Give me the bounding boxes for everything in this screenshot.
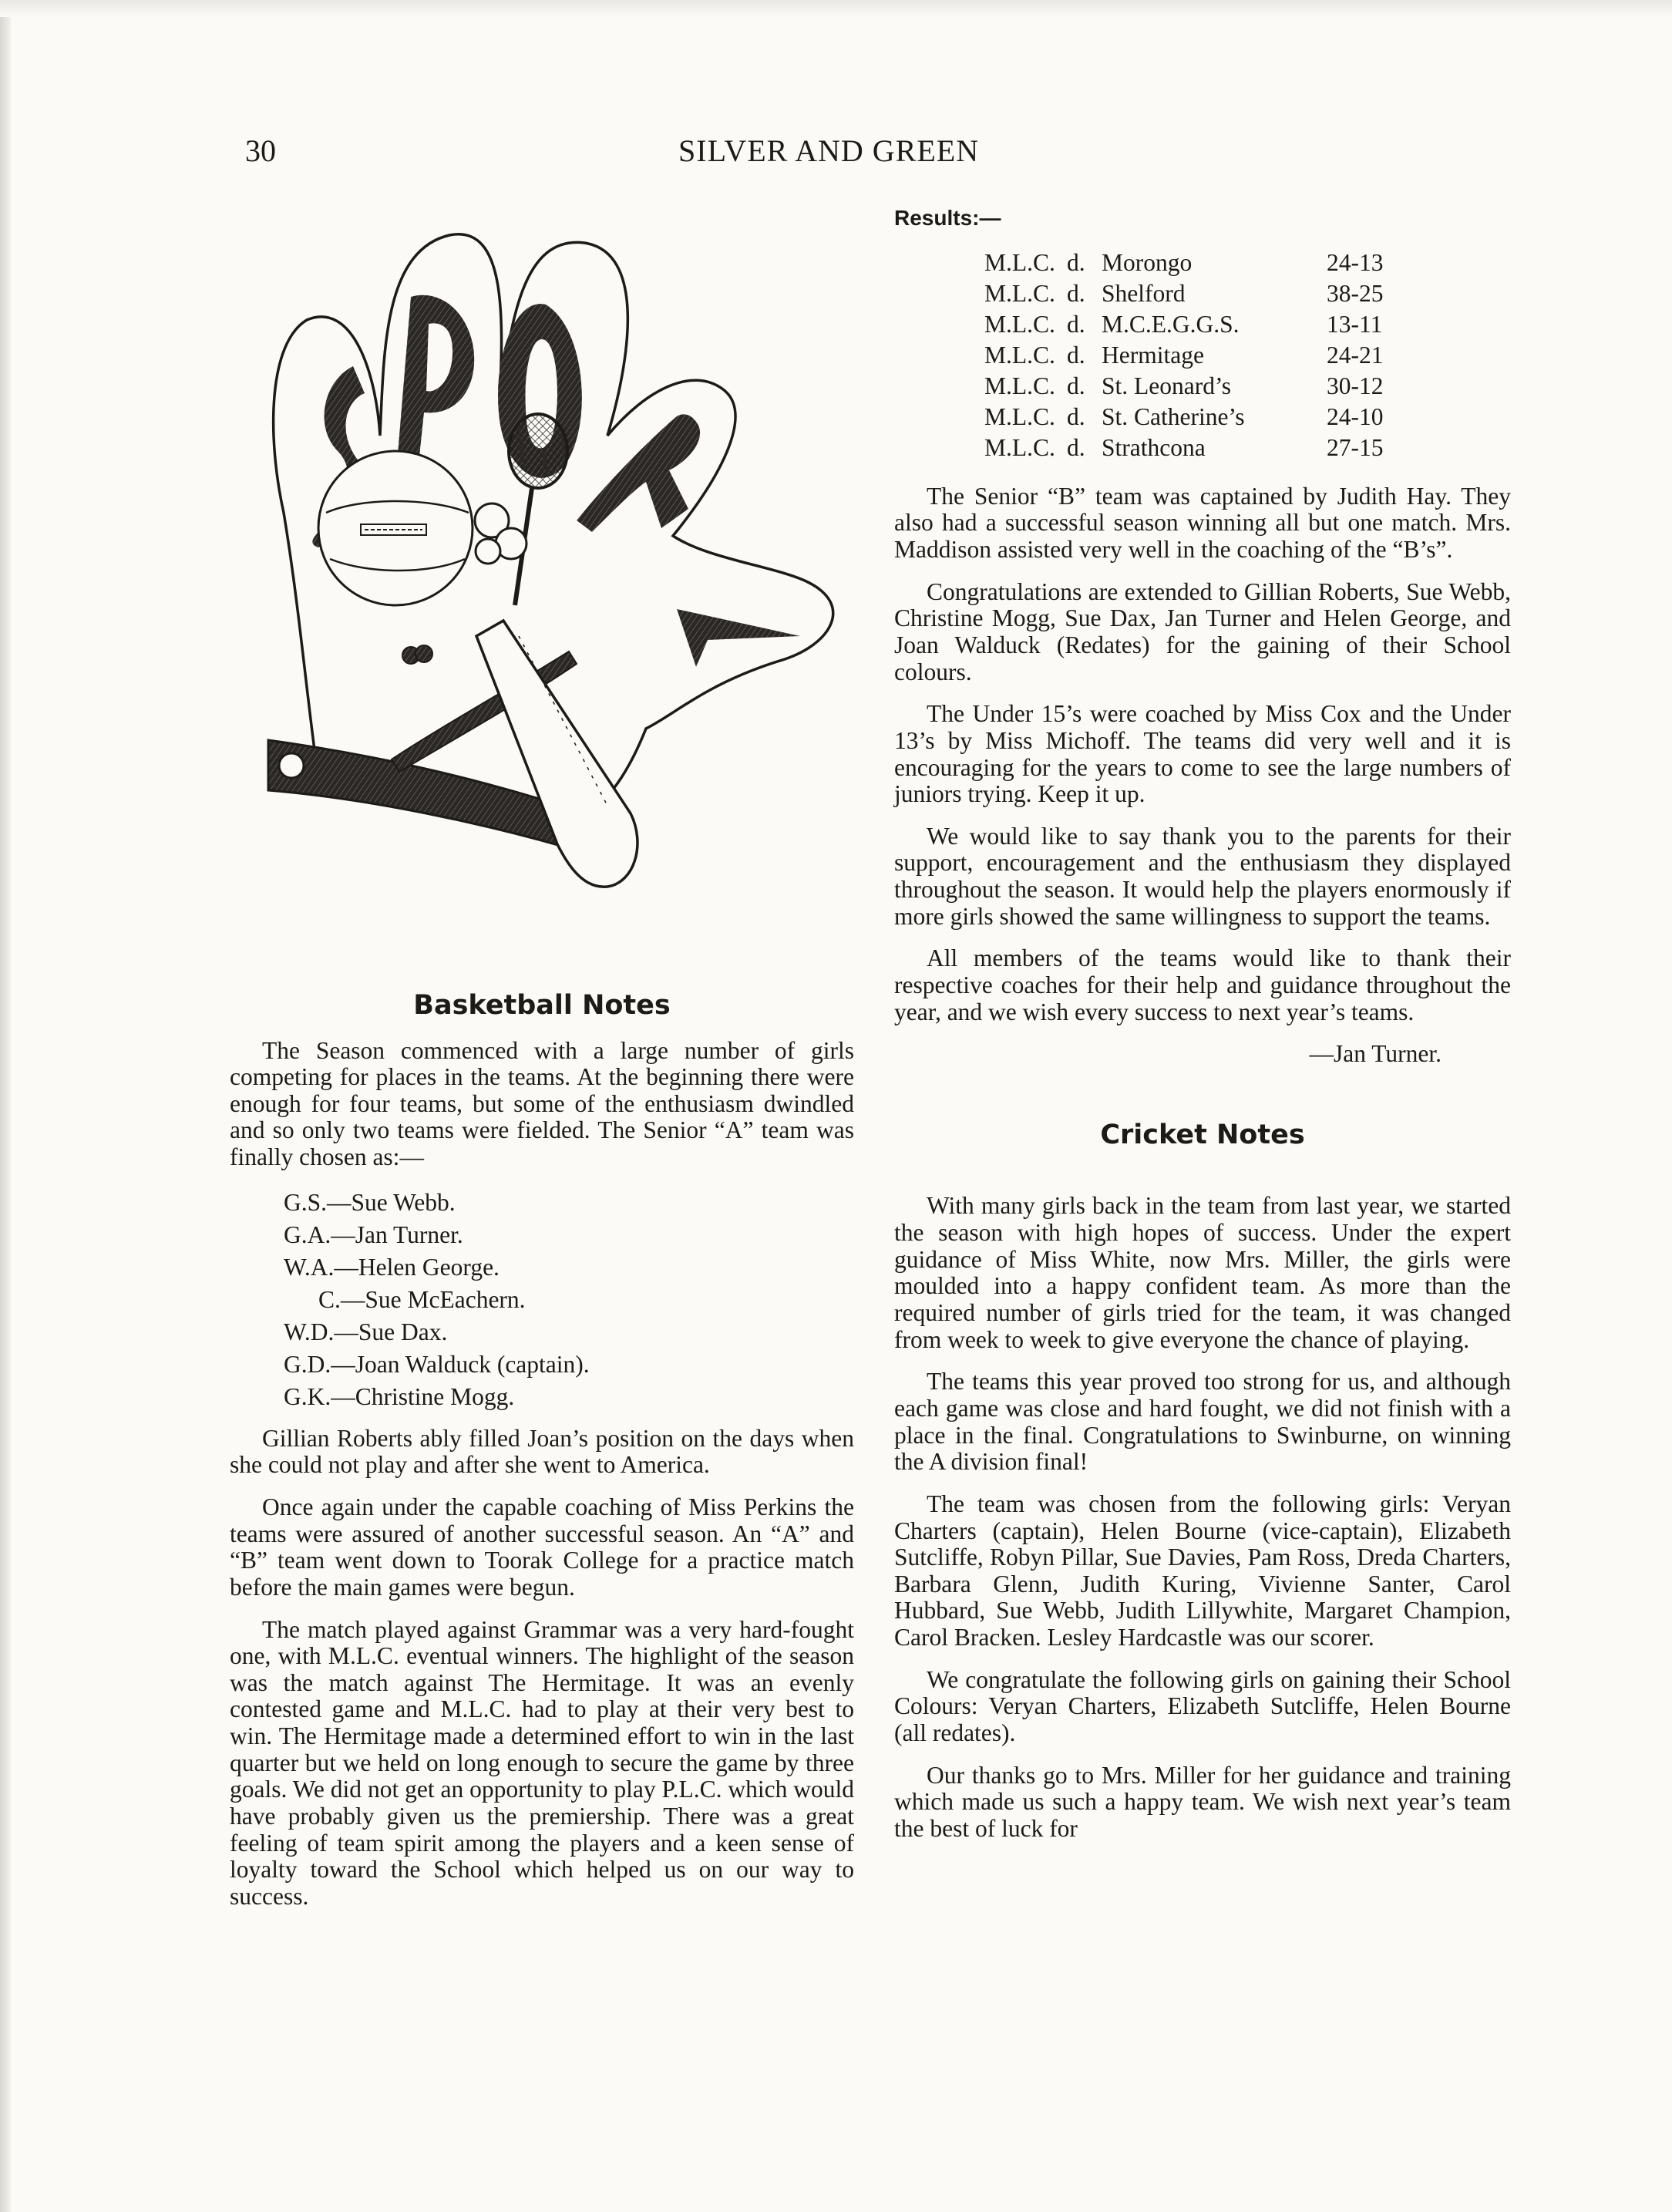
result-opponent: Strathcona	[1102, 433, 1206, 461]
position-wd: W.D.—Sue Dax.	[284, 1318, 448, 1345]
result-score: 27-15	[1327, 433, 1384, 461]
result-home: M.L.C.	[984, 402, 1055, 430]
basketball-heading: Basketball Notes	[413, 990, 671, 1021]
result-home: M.L.C.	[984, 248, 1055, 276]
cricket-paragraph-intro: With many girls back in the team from last year, we started the season with high hopes of success. Under the expert guidance of Miss White, now Mrs. Miller, the girls were moulded into a happy confident team. As more than the required number of girls tried for the team, it was changed from week to week to give everyone the chance of playing.	[894, 1192, 1511, 1353]
position-wa: W.A.—Helen George.	[284, 1253, 500, 1281]
result-defeated: d.	[1067, 279, 1085, 307]
result-score: 24-21	[1327, 341, 1384, 369]
left-column	[230, 991, 854, 1926]
results-label: Results:—	[894, 206, 1001, 230]
paragraph-senior-b: The Senior “B” team was captained by Judith Hay. They also had a successful season winning all but one match. Mrs. Maddison assisted very well in the coaching of the “B’s”.	[894, 482, 1511, 564]
football-icon	[318, 451, 473, 605]
lower-flag-icon	[677, 609, 800, 667]
result-defeated: d.	[1067, 433, 1085, 461]
result-home: M.L.C.	[984, 310, 1055, 338]
results-row	[984, 433, 1384, 463]
small-balls-icon	[402, 645, 432, 664]
cricket-paragraph-colours: We congratulate the following girls on gaining their School Colours: Veryan Charters, Elizabeth Sutcliffe, Helen Bourne (all redates).	[894, 1665, 1511, 1746]
position-ga: G.A.—Jan Turner.	[284, 1220, 463, 1248]
position-gs: G.S.—Sue Webb.	[284, 1188, 456, 1216]
position-gk: G.K.—Christine Mogg.	[284, 1382, 515, 1410]
results-row	[984, 371, 1384, 402]
sport-glove-illustration	[245, 204, 862, 968]
result-score: 24-10	[1327, 402, 1384, 430]
results-row	[984, 278, 1384, 309]
result-score: 38-25	[1327, 279, 1384, 307]
paragraph-gillian: Gillian Roberts ably filled Joan’s position on the days when she could not play and after she went to America.	[230, 1424, 854, 1479]
result-score: 24-13	[1327, 248, 1384, 276]
result-defeated: d.	[1067, 248, 1085, 276]
letter-r-icon	[577, 414, 700, 532]
paragraph-match: The match played against Grammar was a very hard-fought one, with M.L.C. eventual winners. The highlight of the season was the match against The Hermitage. It was an evenly contested game and M.L.C. had to play at their very best to win. The Hermitage made a determined effort to win in the last quarter but we held on long enough to secure the game by three goals. We did not get an opportunity to play P.L.C. which would have probably given us the premiership. There was a great feeling of team spirit among the players and a keen sense of loyalty toward the School which helped us on our way to success.	[230, 1615, 854, 1910]
cricket-paragraph-teams: The teams this year proved too strong for us, and although each game was close and hard fought, we did not finish with a place in the final. Congratulations to Swinburne, on winning the A division final!	[894, 1368, 1511, 1476]
result-opponent: Shelford	[1102, 279, 1186, 307]
result-opponent: M.C.E.G.G.S.	[1102, 310, 1240, 338]
team-positions-list	[284, 1187, 854, 1413]
running-head: SILVER AND GREEN	[678, 133, 980, 168]
position-gd: G.D.—Joan Walduck (captain).	[284, 1350, 590, 1378]
paragraph-congratulations: Congratulations are extended to Gillian Roberts, Sue Webb, Christine Mogg, Sue Dax, Jan Turner and Helen George, and Joan Walduck (Redates) for the gaining of their School colours.	[894, 577, 1511, 685]
page-top-edge	[0, 0, 1672, 17]
right-column	[894, 207, 1511, 1858]
paragraph-under-teams: The Under 15’s were coached by Miss Cox and the Under 13’s by Miss Michoff. The teams did very well and it is encouraging for the years to come to see the large numbers of juniors trying. Keep it up.	[894, 700, 1511, 808]
result-defeated: d.	[1067, 341, 1085, 369]
cricket-paragraph-chosen: The team was chosen from the following girls: Veryan Charters (captain), Helen Bourne (vice-captain), Elizabeth Sutcliffe, Robyn Pillar, Sue Davies, Pam Ross, Dreda Charters, Barbara Glenn, Judith Kuring, Vivienne Santer, Carol Hubbard, Sue Webb, Judith Lillywhite, Margaret Champion, Carol Bracken. Lesley Hardcastle was our scorer.	[894, 1490, 1511, 1651]
result-defeated: d.	[1067, 310, 1085, 338]
knuckle-circle	[476, 539, 500, 564]
paragraph-thanks-coaches: All members of the teams would like to thank their respective coaches for their help and guidance throughout the year, and we wish every success to next year’s teams.	[894, 944, 1511, 1025]
result-opponent: Hermitage	[1102, 341, 1204, 369]
result-opponent: St. Catherine’s	[1102, 402, 1245, 430]
basketball-intro: The Season commenced with a large number of girls competing for places in the teams. At the beginning there were enough for four teams, but some of the enthusiasm dwindled and so only two teams were fielded. The Senior “A” team was finally chosen as:—	[230, 1036, 854, 1171]
page-number: 30	[245, 133, 276, 168]
result-home: M.L.C.	[984, 341, 1055, 369]
results-row	[984, 247, 1384, 278]
cuff-button	[279, 753, 304, 778]
paragraph-coaching: Once again under the capable coaching of Miss Perkins the teams were assured of another successful season. An “A” and “B” team went down to Toorak College for a practice match before the main games were begun.	[230, 1493, 854, 1601]
result-home: M.L.C.	[984, 372, 1055, 399]
result-defeated: d.	[1067, 402, 1085, 430]
result-score: 30-12	[1327, 372, 1384, 399]
result-defeated: d.	[1067, 372, 1085, 399]
results-row	[984, 340, 1384, 371]
results-row	[984, 309, 1384, 340]
result-opponent: Morongo	[1102, 248, 1193, 276]
racquet-icon	[509, 414, 567, 605]
result-opponent: St. Leonard’s	[1102, 372, 1231, 399]
position-c: C.—Sue McEachern.	[318, 1285, 526, 1313]
result-home: M.L.C.	[984, 433, 1055, 461]
results-row	[984, 402, 1384, 433]
cricket-heading: Cricket Notes	[1100, 1119, 1305, 1150]
result-home: M.L.C.	[984, 279, 1055, 307]
page-binding-edge	[0, 0, 11, 2212]
cricket-paragraph-final: Our thanks go to Mrs. Miller for her guidance and training which made us such a happy team. We wish next year’s team the best of luck for	[894, 1761, 1511, 1842]
paragraph-thanks-parents: We would like to say thank you to the parents for their support, encouragement and the enthusiasm they displayed throughout the season. It would help the players enormously if more girls showed the same willingness to support the teams.	[894, 822, 1511, 930]
signature: —Jan Turner.	[1309, 1040, 1442, 1068]
result-score: 13-11	[1327, 310, 1383, 338]
results-table	[984, 247, 1384, 463]
